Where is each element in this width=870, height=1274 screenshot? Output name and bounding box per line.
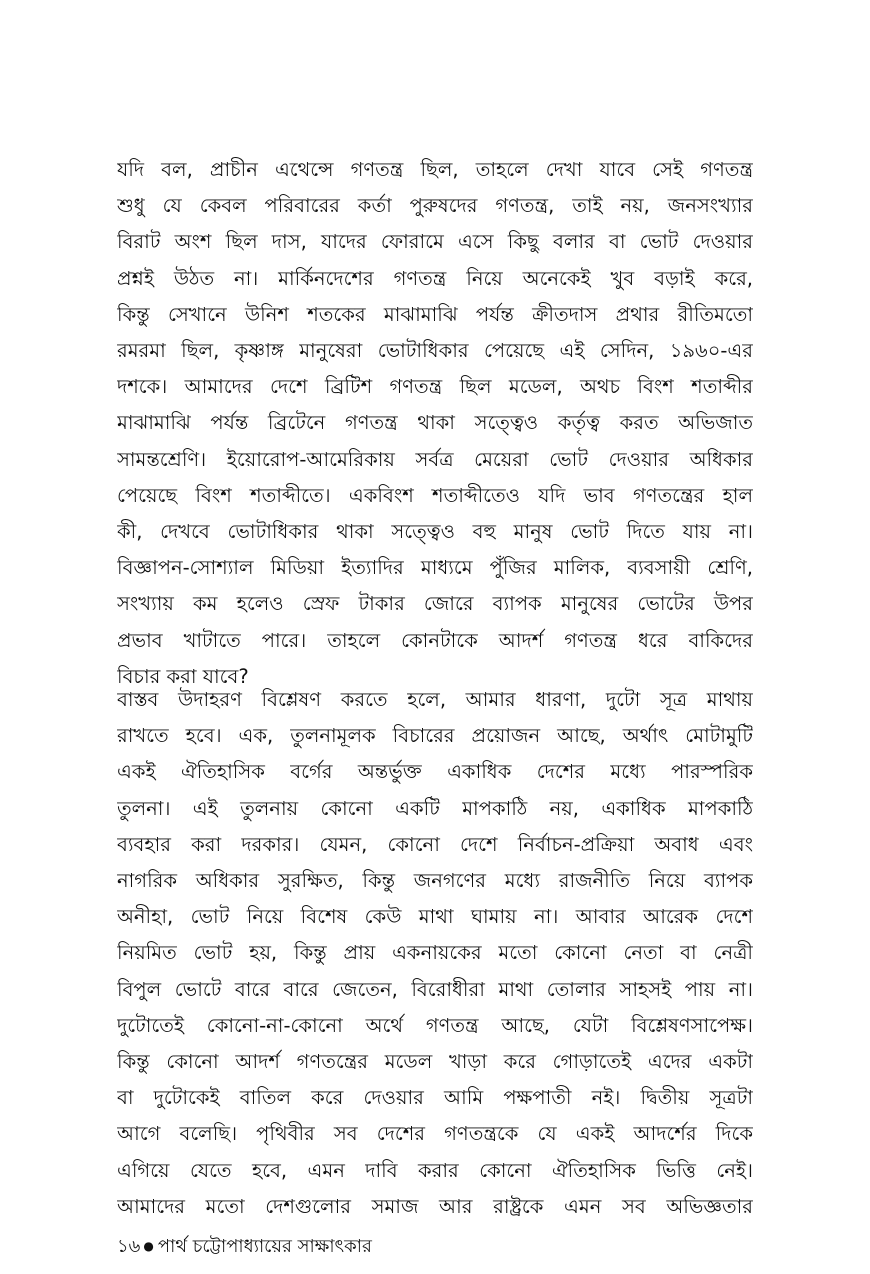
paragraph-2 xyxy=(117,682,753,1225)
paragraph1-line: সংখ্যায় কম হলেও স্রেফ টাকার জোরে ব্যাপক মানুষের ভোটের উপর xyxy=(117,592,753,616)
paragraph1-line: প্রভাব খাটাতে পারে। তাহলে কোনটাকে আদর্শ গণতন্ত্র ধরে বাকিদের xyxy=(117,628,753,652)
page-footer xyxy=(117,1234,372,1259)
paragraph2-line: বাস্তব উদাহরণ বিশ্লেষণ করতে হলে, আমার ধারণা, দুটো সূত্র মাথায় xyxy=(117,688,753,711)
paragraph1-line: দশকে। আমাদের দেশে ব্রিটিশ গণতন্ত্র ছিল মডেল, অথচ বিংশ শতাব্দীর xyxy=(117,375,753,399)
paragraph1-line: বিরাট অংশ ছিল দাস, যাদের ফোরামে এসে কিছু বলার বা ভোট দেওয়ার xyxy=(117,230,753,254)
paragraph2-line: এগিয়ে যেতে হবে, এমন দাবি করার কোনো ঐতিহাসিক ভিত্তি নেই। xyxy=(117,1158,753,1182)
paragraph2-line: আমাদের মতো দেশগুলোর সমাজ আর রাষ্ট্রকে এমন সব অভিজ্ঞতার xyxy=(117,1194,753,1218)
paragraph1-line: প্রশ্নই উঠত না। মার্কিনদেশের গণতন্ত্র নিয়ে অনেকেই খুব বড়াই করে, xyxy=(117,266,753,290)
page-number: ১৬ xyxy=(117,1236,141,1257)
paragraph1-line: যদি বল, প্রাচীন এথেন্সে গণতন্ত্র ছিল, তাহলে দেখা যাবে সেই গণতন্ত্র xyxy=(117,158,753,181)
paragraph1-line: বিচার করা যাবে? xyxy=(117,664,249,688)
paragraph2-line: ব্যবহার করা দরকার। যেমন, কোনো দেশে নির্বাচন-প্রক্রিয়া অবাধ এবং xyxy=(117,832,753,856)
paragraph1-line: কিন্তু সেখানে উনিশ শতকের মাঝামাঝি পর্যন্ত ক্রীতদাস প্রথার রীতিমতো xyxy=(117,302,753,326)
paragraph1-line: শুধু যে কেবল পরিবারের কর্তা পুরুষদের গণতন্ত্র, তাই নয়, জনসংখ্যার xyxy=(117,194,753,218)
paragraph2-line: একই ঐতিহাসিক বর্গের অন্তর্ভুক্ত একাধিক দেশের মধ্যে পারস্পরিক xyxy=(117,760,753,784)
paragraph1-line: বিজ্ঞাপন-সোশ্যাল মিডিয়া ইত্যাদির মাধ্যমে পুঁজির মালিক, ব্যবসায়ী শ্রেণি, xyxy=(117,556,753,580)
paragraph1-line: মাঝামাঝি পর্যন্ত ব্রিটেনে গণতন্ত্র থাকা সত্ত্বেও কর্তৃত্ব করত অভিজাত xyxy=(117,411,753,435)
paragraph2-line: নিয়মিত ভোট হয়, কিন্তু প্রায় একনায়কের মতো কোনো নেতা বা নেত্রী xyxy=(117,941,753,965)
paragraph2-line: কিন্তু কোনো আদর্শ গণতন্ত্রের মডেল খাড়া করে গোড়াতেই এদের একটা xyxy=(117,1050,753,1074)
paragraph2-line: দুটোতেই কোনো-না-কোনো অর্থে গণতন্ত্র আছে, যেটা বিশ্লেষণসাপেক্ষ। xyxy=(117,1013,753,1037)
paragraph1-line: কী, দেখবে ভোটাধিকার থাকা সত্ত্বেও বহু মানুষ ভোট দিতে যায় না। xyxy=(117,520,753,544)
paragraph2-line: আগে বলেছি। পৃথিবীর সব দেশের গণতন্ত্রকে যে একই আদর্শের দিকে xyxy=(117,1122,753,1146)
book-title: পার্থ চট্টোপাধ্যায়ের সাক্ষাৎকার xyxy=(157,1236,372,1257)
paragraph2-line: অনীহা, ভোট নিয়ে বিশেষ কেউ মাথা ঘামায় না। আবার আরেক দেশে xyxy=(117,905,753,929)
paragraph2-line: রাখতে হবে। এক, তুলনামূলক বিচারের প্রয়োজন আছে, অর্থাৎ মোটামুটি xyxy=(117,724,753,748)
paragraph2-line: তুলনা। এই তুলনায় কোনো একটি মাপকাঠি নয়, একাধিক মাপকাঠি xyxy=(117,796,753,820)
paragraph1-line: সামন্তশ্রেণি। ইয়োরোপ-আমেরিকায় সর্বত্র মেয়েরা ভোট দেওয়ার অধিকার xyxy=(117,447,753,471)
paragraph2-line: বা দুটোকেই বাতিল করে দেওয়ার আমি পক্ষপাতী নই। দ্বিতীয় সূত্রটা xyxy=(117,1086,753,1110)
bullet-separator: ● xyxy=(143,1239,154,1253)
paragraph2-line: বিপুল ভোটে বারে বারে জেতেন, বিরোধীরা মাথা তোলার সাহসই পায় না। xyxy=(117,977,753,1001)
paragraph1-line: পেয়েছে বিংশ শতাব্দীতে। একবিংশ শতাব্দীতেও যদি ভাব গণতন্ত্রের হাল xyxy=(117,483,753,507)
paragraph2-line: নাগরিক অধিকার সুরক্ষিত, কিন্তু জনগণের মধ্যে রাজনীতি নিয়ে ব্যাপক xyxy=(117,869,753,893)
paragraph1-line: রমরমা ছিল, কৃষ্ণাঙ্গ মানুষেরা ভোটাধিকার পেয়েছে এই সেদিন, ১৯৬০-এর xyxy=(117,339,753,363)
paragraph-1 xyxy=(117,152,753,695)
